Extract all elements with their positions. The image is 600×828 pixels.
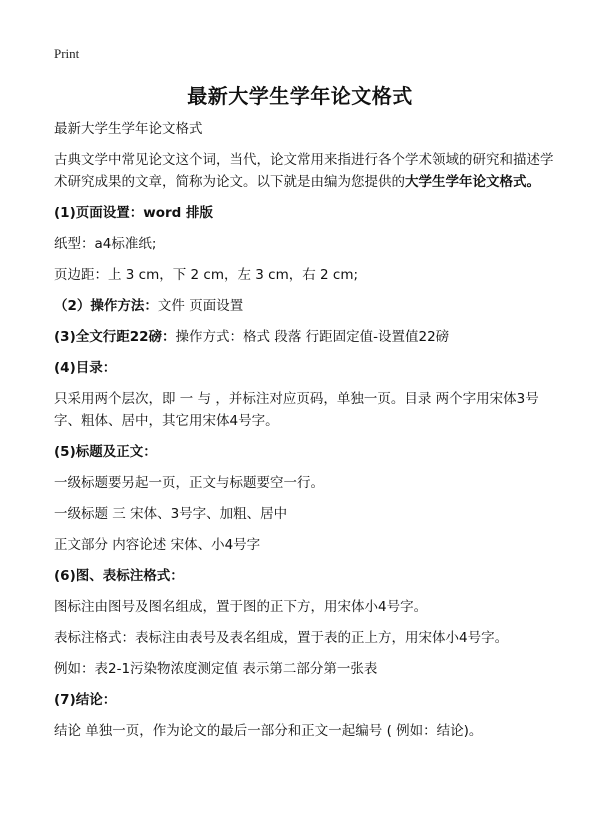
- section-6-line-3: 例如：表2-1污染物浓度测定值 表示第二部分第一张表: [54, 661, 378, 677]
- document-body: [54, 118, 554, 751]
- page-title: 最新大学生学年论文格式: [187, 84, 413, 108]
- section-5-line-3: 正文部分 内容论述 宋体、小4号字: [54, 537, 261, 553]
- section-3-text: 操作方式：格式 段落 行距固定值-设置值22磅: [175, 329, 450, 345]
- section-2-paragraph: [54, 295, 554, 317]
- section-6-line-2: 表标注格式：表标注由表号及表名组成，置于表的正上方，用宋体小4号字。: [54, 630, 509, 646]
- section-1-heading: (1)页面设置：word 排版: [54, 205, 214, 221]
- section-6-heading: (6)图、表标注格式：: [54, 568, 184, 584]
- section-2-text: 文件 页面设置: [157, 298, 244, 314]
- section-7-text: 结论 单独一页，作为论文的最后一部分和正文一起编号 ( 例如：结论)。: [54, 723, 483, 739]
- section-1-line-1: 纸型：a4标准纸;: [54, 236, 157, 252]
- intro-paragraph: [54, 149, 554, 193]
- subtitle: 最新大学生学年论文格式: [54, 121, 203, 137]
- section-3-heading: (3)全文行距22磅：: [54, 329, 176, 345]
- section-2-heading: （2）操作方法：: [54, 298, 158, 314]
- section-5-heading: (5)标题及正文：: [54, 444, 157, 460]
- section-5-line-1: 一级标题要另起一页，正文与标题要空一行。: [54, 475, 324, 491]
- intro-end: 。: [526, 174, 540, 190]
- section-4-text: 只采用两个层次，即 一 与 ，并标注对应页码，单独一页。目录 两个字用宋体3号字、粗体、居中，其它用宋体4号字。: [54, 391, 539, 429]
- section-4-heading: (4)目录：: [54, 360, 117, 376]
- section-6-line-1: 图标注由图号及图名组成，置于图的正下方，用宋体小4号字。: [54, 599, 428, 615]
- print-label: Print: [54, 46, 80, 61]
- section-3-paragraph: [54, 326, 554, 348]
- section-5-line-2: 一级标题 三 宋体、3号字、加粗、居中: [54, 506, 288, 522]
- intro-bold-text: 大学生学年论文格式: [405, 174, 527, 190]
- section-1-line-2: 页边距：上 3 cm，下 2 cm，左 3 cm，右 2 cm;: [54, 267, 359, 283]
- intro-text: 古典文学中常见论文这个词，当代，论文常用来指进行各个学术领域的研究和描述学术研究成果的文章，简称为论文。以下就是由编为您提供的: [54, 152, 554, 190]
- section-7-heading: (7)结论：: [54, 692, 117, 708]
